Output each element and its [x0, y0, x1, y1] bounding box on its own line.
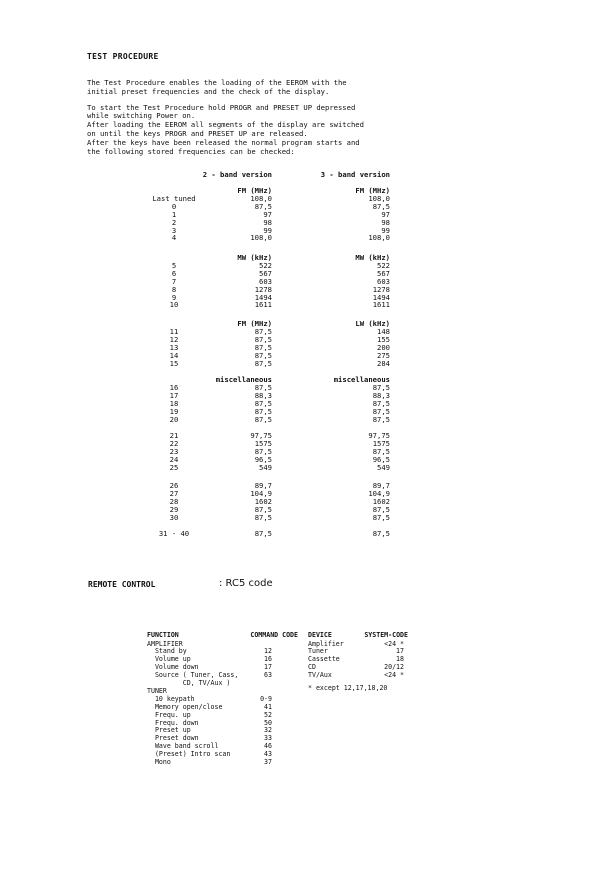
value-2band: 87,5 — [254, 398, 272, 408]
row-label: 0 — [171, 201, 177, 211]
function-name: Source ( Tuner, Cass, — [147, 671, 239, 680]
value-2band: 549 — [259, 462, 272, 472]
intro-line: After loading the EEROM all segments of the display are switched — [87, 120, 364, 130]
row-label: 18 — [169, 398, 179, 408]
value-3band: 148 — [377, 326, 390, 336]
row-label: 6 — [171, 268, 177, 278]
command-code: 17 — [264, 663, 272, 672]
intro-line: initial preset frequencies and the check of the display. — [87, 86, 330, 96]
value-2band: 87,5 — [254, 512, 272, 522]
system-code-footnote: * except 12,17,18,20 — [308, 684, 388, 692]
value-3band: 87,5 — [372, 382, 390, 392]
value-2band: 89,7 — [254, 481, 272, 490]
function-header: FUNCTION — [147, 631, 179, 639]
page-title: TEST PROCEDURE — [87, 52, 159, 61]
command-code: 37 — [264, 758, 272, 766]
function-name: Wave band scroll — [147, 742, 219, 751]
value-2band: 1575 — [254, 438, 272, 448]
value-2band: 87,5 — [254, 504, 272, 514]
value-3band: 87,5 — [372, 406, 390, 416]
value-2band: 96,5 — [254, 454, 272, 464]
row-label: 16 — [169, 382, 179, 392]
value-3band: 603 — [377, 276, 390, 286]
value-3band: 200 — [377, 342, 390, 352]
value-2band: 87,5 — [254, 326, 272, 336]
value-3band: 87,5 — [372, 529, 390, 538]
device-header: DEVICE — [308, 631, 332, 639]
value-2band: 87,5 — [254, 382, 272, 392]
row-label: 31 - 40 — [158, 529, 190, 538]
command-code: 12 — [264, 647, 272, 656]
function-name: Preset down — [147, 734, 199, 743]
intro-paragraph — [87, 79, 364, 97]
value-2band: 88,3 — [254, 390, 272, 400]
value-2band: 603 — [259, 276, 272, 286]
row-label: 9 — [171, 292, 177, 302]
command-code: 46 — [264, 742, 272, 751]
command-code: 50 — [264, 718, 272, 727]
command-code: 41 — [264, 702, 272, 711]
value-2band: 99 — [263, 225, 272, 235]
device-name: Amplifier — [308, 639, 344, 648]
value-2band: 1278 — [254, 284, 272, 294]
row-label: 28 — [169, 496, 179, 506]
function-name: Frequ. up — [147, 710, 191, 719]
system-code: 17 — [396, 647, 404, 656]
row-label: 23 — [169, 446, 179, 456]
function-name: (Preset) Intro scan — [147, 750, 231, 759]
intro-line: while switching Power on. — [87, 111, 196, 121]
value-3band: 87,5 — [372, 398, 390, 408]
value-2band: 567 — [259, 268, 272, 278]
value-3band: 1602 — [372, 496, 390, 506]
value-2band: 87,5 — [254, 201, 272, 211]
section-header-2band: FM (MHz) — [237, 319, 272, 328]
value-2band: 108,0 — [250, 193, 272, 203]
row-label: 7 — [171, 276, 177, 286]
row-label: 22 — [169, 438, 179, 448]
row-label: 21 — [169, 431, 179, 440]
value-2band: 98 — [263, 217, 272, 227]
value-2band: 87,5 — [254, 414, 272, 424]
row-label: 14 — [169, 350, 179, 360]
section-header-3band: miscellaneous — [333, 375, 390, 384]
value-3band: 87,5 — [372, 446, 390, 456]
row-label: 24 — [169, 454, 179, 464]
value-3band: 97 — [381, 209, 390, 219]
value-3band: 96,5 — [372, 454, 390, 464]
row-label: 20 — [169, 414, 179, 424]
value-2band: 108,0 — [250, 233, 272, 243]
row-label: 3 — [171, 225, 177, 235]
device-name: CD — [308, 663, 316, 672]
system-code: <24 * — [384, 639, 404, 648]
value-2band: 87,5 — [254, 334, 272, 344]
row-label: 11 — [169, 326, 179, 336]
value-3band: 1611 — [372, 300, 390, 310]
value-3band: 155 — [377, 334, 390, 344]
section-header-3band: FM (MHz) — [355, 186, 390, 195]
value-3band: 522 — [377, 260, 390, 270]
section-header-2band: MW (kHz) — [237, 253, 272, 262]
row-label: 8 — [171, 284, 177, 294]
value-2band: 87,5 — [254, 358, 272, 368]
value-3band: 275 — [377, 350, 390, 360]
value-3band: 87,5 — [372, 504, 390, 514]
function-name: Memory open/close — [147, 702, 223, 711]
value-3band: 108,0 — [368, 233, 390, 243]
function-name: CD, TV/Aux ) — [147, 679, 231, 687]
value-2band: 87,5 — [254, 446, 272, 456]
function-name: 10 keypath — [147, 694, 195, 703]
row-label: 26 — [169, 481, 179, 490]
function-name: Preset up — [147, 726, 191, 735]
value-2band: 87,5 — [254, 529, 272, 538]
section-header-2band: FM (MHz) — [237, 186, 272, 195]
function-name: AMPLIFIER — [147, 639, 183, 648]
function-name: Volume down — [147, 663, 199, 672]
value-2band: 97 — [263, 209, 272, 219]
row-label: 5 — [171, 260, 177, 270]
command-code: 52 — [264, 710, 272, 719]
value-3band: 284 — [377, 358, 390, 368]
row-label: 4 — [171, 233, 177, 243]
value-2band: 87,5 — [254, 342, 272, 352]
intro-paragraph — [87, 104, 364, 157]
section-header-3band: MW (kHz) — [355, 253, 390, 262]
value-3band: 87,5 — [372, 512, 390, 522]
value-2band: 522 — [259, 260, 272, 270]
value-2band: 1602 — [254, 496, 272, 506]
row-label: 10 — [169, 300, 179, 310]
row-label: 29 — [169, 504, 179, 514]
value-2band: 1611 — [254, 300, 272, 310]
intro-line: To start the Test Procedure hold PROGR and PRESET UP depressed — [87, 102, 356, 112]
value-3band: 88,3 — [372, 390, 390, 400]
system-code-header: SYSTEM-CODE — [364, 631, 408, 639]
command-code: 43 — [264, 750, 272, 759]
remote-control-title: REMOTE CONTROL — [88, 580, 156, 589]
value-3band: 89,7 — [372, 481, 390, 490]
intro-line: on until the keys PROGR and PRESET UP are released. — [87, 128, 308, 138]
system-code: <24 * — [384, 671, 404, 680]
command-code: 32 — [264, 726, 272, 735]
command-code-header: COMMAND CODE — [250, 631, 298, 639]
value-3band: 104,9 — [368, 488, 390, 498]
function-name: Volume up — [147, 655, 191, 664]
row-label: 2 — [171, 217, 177, 227]
value-2band: 97,75 — [250, 431, 272, 440]
value-3band: 567 — [377, 268, 390, 278]
command-code: 0-9 — [260, 694, 272, 703]
row-label: 25 — [169, 462, 179, 472]
command-code: 16 — [264, 655, 272, 664]
row-label: 1 — [171, 209, 177, 219]
system-code: 20/12 — [384, 663, 404, 672]
function-name: Frequ. down — [147, 718, 199, 727]
function-name: TUNER — [147, 686, 167, 695]
value-3band: 97,75 — [368, 431, 390, 440]
value-3band: 549 — [377, 462, 390, 472]
row-label: 12 — [169, 334, 179, 344]
value-3band: 99 — [381, 225, 390, 235]
value-3band: 87,5 — [372, 414, 390, 424]
section-header-3band: LW (kHz) — [355, 319, 390, 328]
command-code: 63 — [264, 671, 272, 680]
value-3band: 1575 — [372, 438, 390, 448]
function-name: Stand by — [147, 647, 187, 656]
intro-line: After the keys have been released the normal program starts and — [87, 137, 360, 147]
device-name: TV/Aux — [308, 671, 332, 680]
col-header-2band: 2 - band version — [202, 170, 272, 179]
value-3band: 1278 — [372, 284, 390, 294]
row-label: Last tuned — [152, 193, 196, 203]
system-code: 18 — [396, 655, 404, 664]
intro-line: The Test Procedure enables the loading of the EEROM with the — [87, 78, 347, 87]
row-label: 17 — [169, 390, 179, 400]
device-name: Cassette — [308, 655, 340, 664]
row-label: 13 — [169, 342, 179, 352]
value-2band: 87,5 — [254, 406, 272, 416]
row-label: 27 — [169, 488, 179, 498]
col-header-3band: 3 - band version — [320, 170, 390, 179]
row-label: 15 — [169, 358, 179, 368]
device-name: Tuner — [308, 647, 328, 656]
value-3band: 108,0 — [368, 193, 390, 203]
value-3band: 1494 — [372, 292, 390, 302]
row-label: 30 — [169, 512, 179, 522]
intro-line: the following stored frequencies can be checked: — [87, 146, 295, 156]
section-header-2band: miscellaneous — [215, 375, 272, 384]
value-3band: 87,5 — [372, 201, 390, 211]
function-name: Mono — [147, 758, 171, 766]
value-2band: 1494 — [254, 292, 272, 302]
command-code: 33 — [264, 734, 272, 743]
row-label: 19 — [169, 406, 179, 416]
value-2band: 87,5 — [254, 350, 272, 360]
rc5-code-label: : RC5 code — [219, 578, 273, 589]
value-2band: 104,9 — [250, 488, 272, 498]
value-3band: 98 — [381, 217, 390, 227]
intro-text — [87, 79, 364, 163]
